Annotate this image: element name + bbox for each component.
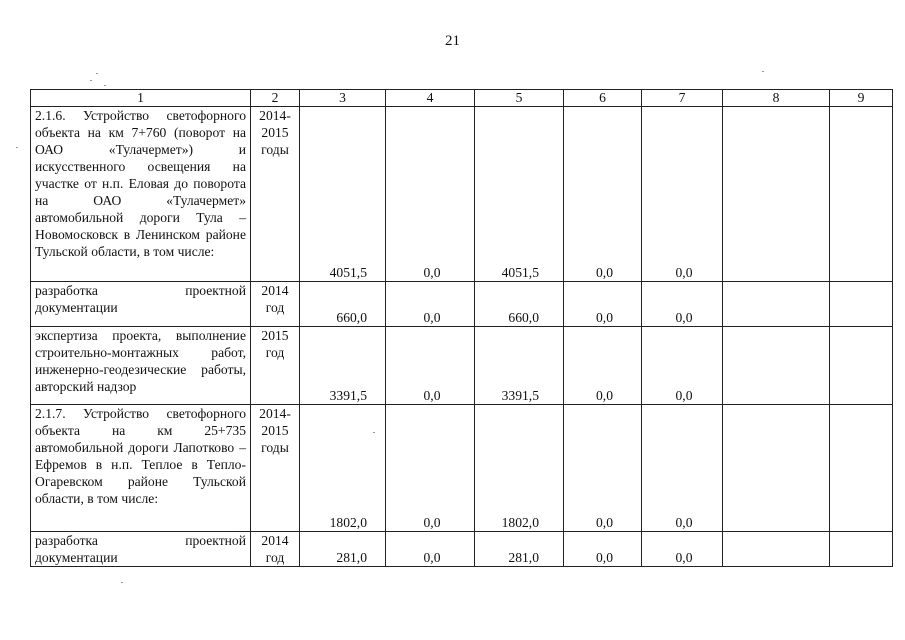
header-cell: 4	[386, 90, 475, 107]
value-cell: 0,0	[386, 405, 475, 532]
header-cell: 2	[251, 90, 300, 107]
value-cell: 0,0	[564, 107, 642, 282]
header-cell: 8	[723, 90, 830, 107]
value-cell: 281,0	[475, 532, 564, 567]
value-cell: 0,0	[642, 532, 723, 567]
header-cell: 6	[564, 90, 642, 107]
value-cell	[830, 532, 893, 567]
item-description: экспертиза проекта, выполнение строительно-монтажных работ, инженерно-геодезические работы, авторский надзор	[31, 327, 251, 405]
header-cell: 3	[300, 90, 386, 107]
value-cell	[723, 107, 830, 282]
value-cell: 4051,5	[475, 107, 564, 282]
item-period: 2014-2015 годы	[251, 107, 300, 282]
value-cell: 0,0	[642, 327, 723, 405]
item-period: 2014-2015 годы	[251, 405, 300, 532]
value-cell	[723, 327, 830, 405]
table-row	[31, 327, 893, 405]
budget-table	[30, 89, 893, 567]
value-cell: 0,0	[386, 327, 475, 405]
value-cell: 0,0	[564, 532, 642, 567]
scan-speck	[104, 85, 106, 86]
header-cell: 5	[475, 90, 564, 107]
value-cell	[830, 405, 893, 532]
header-cell: 7	[642, 90, 723, 107]
value-cell: 660,0	[300, 282, 386, 327]
scan-speck	[16, 147, 18, 148]
item-period: 2015 год	[251, 327, 300, 405]
table-header-row	[31, 90, 893, 107]
value-cell: 1802,0	[475, 405, 564, 532]
scan-speck	[90, 80, 92, 81]
value-cell	[830, 282, 893, 327]
value-cell	[723, 405, 830, 532]
scan-speck	[121, 582, 123, 583]
scan-speck	[96, 73, 98, 74]
value-cell: 0,0	[564, 327, 642, 405]
value-cell: 0,0	[642, 405, 723, 532]
value-cell: 4051,5	[300, 107, 386, 282]
item-description: разработка проектной документации	[31, 282, 251, 327]
table-row	[31, 532, 893, 567]
value-cell: 281,0	[300, 532, 386, 567]
value-cell: 0,0	[642, 282, 723, 327]
value-cell: 3391,5	[475, 327, 564, 405]
value-cell: 0,0	[642, 107, 723, 282]
value-cell	[723, 532, 830, 567]
header-cell: 9	[830, 90, 893, 107]
value-cell	[830, 107, 893, 282]
value-cell: 3391,5	[300, 327, 386, 405]
value-cell: 1802,0	[300, 405, 386, 532]
table-row	[31, 282, 893, 327]
scan-speck	[762, 71, 764, 72]
value-cell: 0,0	[564, 282, 642, 327]
item-description: разработка проектной документации	[31, 532, 251, 567]
item-description: 2.1.7. Устройство светофорного объекта на км 25+735 автомобильной дороги Лапотково – Ефремов в н.п. Теплое в Тепло-Огаревском районе Тульской области, в том числе:	[31, 405, 251, 532]
value-cell	[830, 327, 893, 405]
value-cell	[723, 282, 830, 327]
value-cell: 0,0	[564, 405, 642, 532]
table-row	[31, 107, 893, 282]
value-cell: 660,0	[475, 282, 564, 327]
table-row	[31, 405, 893, 532]
value-cell: 0,0	[386, 282, 475, 327]
header-cell: 1	[31, 90, 251, 107]
value-cell: 0,0	[386, 532, 475, 567]
item-description: 2.1.6. Устройство светофорного объекта на км 7+760 (поворот на ОАО «Тулачермет») и искусственного освещения на участке от н.п. Еловая до поворота на ОАО «Тулачермет» автомобильной дороги Тула – Новомосковск в Ленинском районе Тульской области, в том числе:	[31, 107, 251, 282]
value-cell: 0,0	[386, 107, 475, 282]
item-period: 2014 год	[251, 282, 300, 327]
page-number: 21	[445, 33, 460, 49]
item-period: 2014 год	[251, 532, 300, 567]
